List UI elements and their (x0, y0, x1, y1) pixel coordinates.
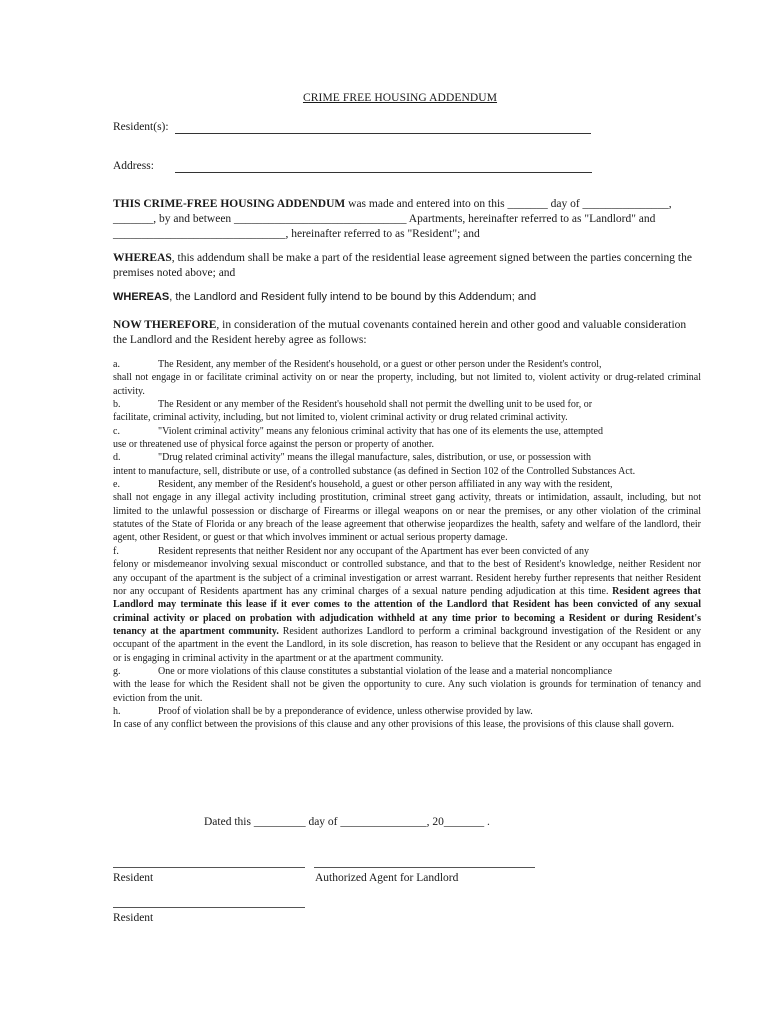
clause-b-first: The Resident or any member of the Resident's household shall not permit the dwelling unit to be used for, or (158, 399, 593, 411)
clause-c-cont: use or threatened use of physical force against the person or property of another. (113, 439, 434, 451)
clause-h-first: Proof of violation shall be by a preponderance of evidence, unless otherwise provided by law. (158, 705, 533, 717)
clause-d-first: "Drug related criminal activity" means the illegal manufacture, sales, distribution, or use, or possession with (158, 452, 592, 464)
clause-g-cont: with the lease for which the Resident shall not be given the opportunity to cure. Any such violation is grounds for termination of tenancy and eviction from the unit. (113, 679, 701, 704)
intro-line-3: ______________________________, hereinafter referred to as "Resident"; and (113, 228, 480, 240)
clause-b-letter: b. (113, 399, 121, 411)
clause-f-cont (113, 558, 701, 665)
clause-f (113, 545, 701, 558)
clause-b (113, 398, 701, 411)
intro-paragraph (113, 197, 693, 242)
agent-label: Authorized Agent for Landlord (315, 872, 459, 884)
clause-e-letter: e. (113, 479, 120, 491)
clause-e-cont: shall not engage in any illegal activity including prostitution, criminal street gang activity, threats or intimidation, assault, including, but not limited to the unlawful possession or discharge of Firearms or illegal weapons on or near the premises, or any other violation of the criminal statutes of the State of Florida or any breach of the lease agreement that otherwise jeopardizes the health, safety and welfare of the landlord, their agent, other Resident, or guest or that which involves imminent or actual serious property damage. (113, 492, 701, 544)
clause-h-letter: h. (113, 705, 121, 717)
intro-bold-lead: THIS CRIME-FREE HOUSING ADDENDUM (113, 198, 346, 210)
whereas-2-bold: WHEREAS (113, 291, 170, 303)
clause-f-cont-b: Resident authorizes Landlord to perform a criminal background investigation of the Resident or any occupant of the apartment in the event the Landlord, in its sole discretion, has reason to believe that the Resident or any occupant has engaged in or is engaging in criminal activity in the apartment or at the apartment community. (113, 625, 702, 664)
clauses-list (113, 358, 701, 732)
clause-e-first: Resident, any member of the Resident's household, a guest or other person affiliated in any way with the resident, (158, 479, 613, 491)
clause-f-bold: Resident agrees that Landlord may terminate this lease if it ever comes to the attention of the Landlord that Resident has been convicted of any sexual criminal activity or placed on probation with adjudication withheld at any time prior to becoming a Resident or during Resident's tenancy at the apartment community. (113, 585, 701, 637)
residents-label: Resident(s): (113, 121, 169, 133)
clause-g-letter: g. (113, 665, 121, 677)
clause-f-first: Resident represents that neither Resident nor any occupant of the Apartment has ever been convicted of any (158, 545, 589, 557)
intro-line-2: _______, by and between ______________________________ Apartments, hereinafter referred to as "Landlord" and (113, 213, 656, 225)
document-title: CRIME FREE HOUSING ADDENDUM (302, 92, 498, 104)
conflict-clause: In case of any conflict between the provisions of this clause and any other provisions of this lease, the provisions of this clause shall govern. (113, 719, 674, 731)
dated-line: Dated this _________ day of _______________, 20_______ . (204, 816, 490, 828)
whereas-1-text: , this addendum shall be make a part of the residential lease agreement signed between the parties concerning the premises noted above; and (113, 252, 692, 279)
resident-1-signature-line (113, 867, 305, 868)
clause-c (113, 425, 701, 438)
intro-line-1: was made and entered into on this _______ day of _______________, (345, 198, 672, 210)
clause-b-cont: facilitate, criminal activity, including, but not limited to, violent criminal activity or drug related criminal activity. (113, 412, 568, 424)
clause-a-first: The Resident, any member of the Resident's household, or a guest or other person under the Resident's control, (158, 359, 602, 370)
whereas-paragraph-2 (113, 290, 693, 305)
resident-1-label: Resident (113, 872, 154, 884)
whereas-2-text: , the Landlord and Resident fully intend to be bound by this Addendum; and (169, 291, 537, 303)
now-therefore-text: , in consideration of the mutual covenants contained herein and other good and valuable consideration the Landlord and the Resident hereby agree as follows: (113, 319, 687, 346)
whereas-paragraph-1 (113, 251, 695, 281)
agent-signature-line (314, 867, 535, 868)
whereas-1-bold: WHEREAS (113, 252, 172, 264)
now-therefore-bold: NOW THEREFORE (113, 319, 217, 331)
clause-g-first: One or more violations of this clause constitutes a substantial violation of the lease and a material noncompliance (158, 665, 613, 677)
clause-d-cont: intent to manufacture, sell, distribute or use, of a controlled substance (as defined in Section 102 of the Controlled Substances Act. (113, 465, 636, 477)
address-label: Address: (113, 160, 154, 172)
residents-line (175, 133, 591, 134)
clause-d (113, 451, 701, 464)
clause-a-cont: shall not engage in or facilitate criminal activity on or near the property, including, but not limited to, violent activity or drug-related criminal activity. (113, 372, 701, 397)
resident-2-signature-line (113, 907, 305, 908)
clause-d-letter: d. (113, 452, 121, 464)
clause-a-letter: a. (113, 359, 120, 370)
clause-c-letter: c. (113, 425, 120, 437)
clause-e (113, 478, 701, 491)
clause-f-cont-a: felony or misdemeanor involving sexual misconduct or controlled substance, and that to the best of Resident's knowledge, neither Resident nor any occupant of the apartment is the subject of a criminal investigation or arrest warrant. Resident hereby further represents that neither Resident nor any occupant of Residents apartment has any criminal charges of a sexual nature pending adjudication at this time. (113, 559, 701, 597)
resident-2-label: Resident (113, 912, 154, 924)
clause-h (113, 705, 701, 718)
clause-a (113, 358, 701, 371)
clause-f-letter: f. (113, 545, 119, 557)
clause-g (113, 665, 701, 678)
address-line (175, 172, 592, 173)
now-therefore-paragraph (113, 318, 695, 348)
clause-c-first: "Violent criminal activity" means any felonious criminal activity that has one of its elements the use, attempted (158, 425, 603, 437)
